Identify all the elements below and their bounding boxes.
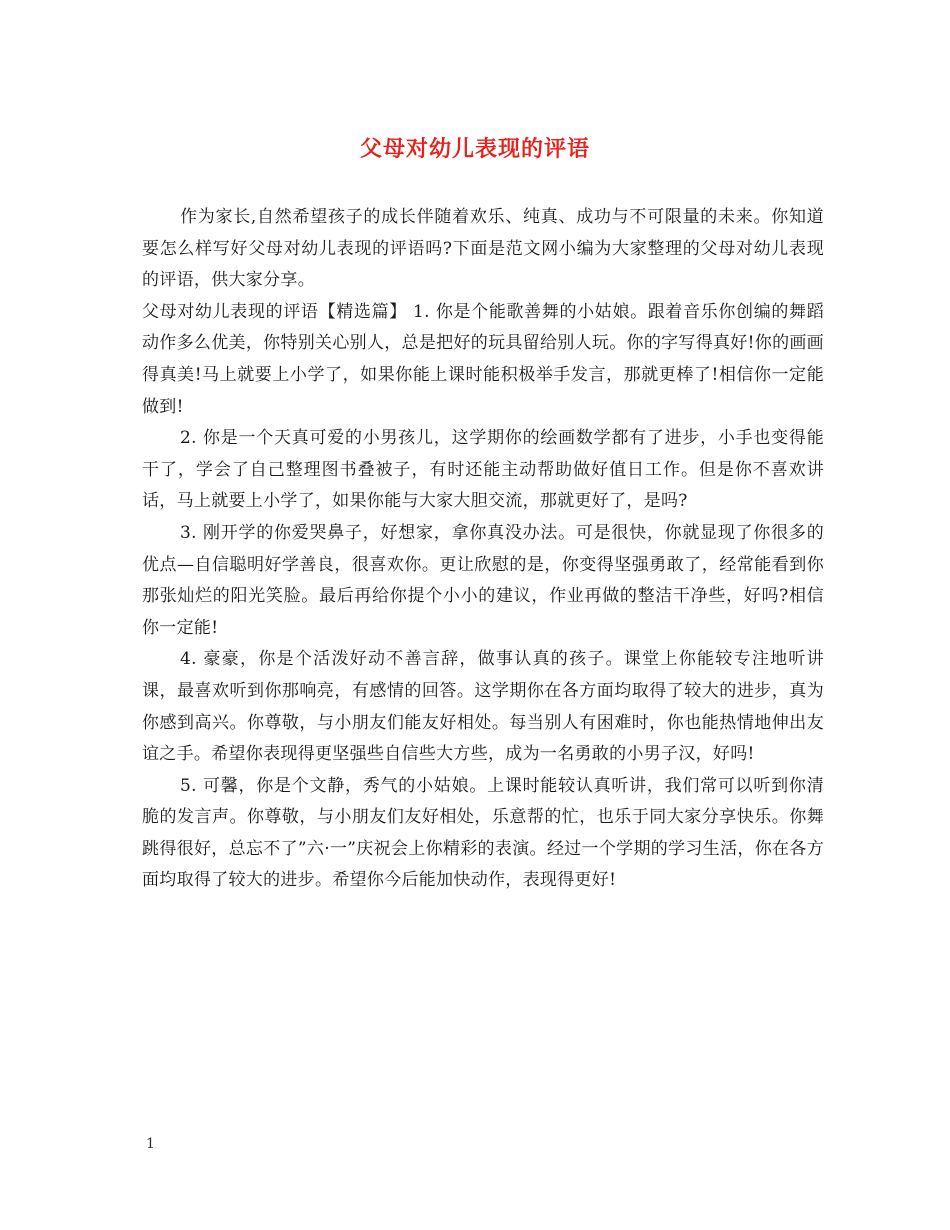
- intro-paragraph: 作为家长,自然希望孩子的成长伴随着欢乐、纯真、成功与不可限量的未来。你知道要怎么样写好父母对幼儿表现的评语吗?下面是范文网小编为大家整理的父母对幼儿表现的评语，供大家分享。: [142, 207, 824, 291]
- section-heading: 父母对幼儿表现的评语【精选篇】: [142, 301, 407, 322]
- section-paragraph: [142, 297, 824, 423]
- page-number: 1: [146, 1136, 155, 1152]
- comment-item-1: 1. 你是个能歌善舞的小姑娘。跟着音乐你创编的舞蹈动作多么优美，你特别关心别人，总是把好的玩具留给别人玩。你的字写得真好!你的画画得真美!马上就要上小学了，如果你能上课时能积极举手发言，那就更棒了!相信你一定能做到!: [142, 301, 824, 417]
- comment-item-2: 2. 你是一个天真可爱的小男孩儿，这学期你的绘画数学都有了进步，小手也变得能干了，学会了自己整理图书叠被子，有时还能主动帮助做好值日工作。但是你不喜欢讲话，马上就要上小学了，如果你能与大家大胆交流，那就更好了，是吗?: [142, 428, 824, 512]
- comment-item-4: 4. 豪豪，你是个活泼好动不善言辞，做事认真的孩子。课堂上你能较专注地听讲课，最喜欢听到你那响亮，有感情的回答。这学期你在各方面均取得了较大的进步，真为你感到高兴。你尊敬，与小朋友们能友好相处。每当别人有困难时，你也能热情地伸出友谊之手。希望你表现得更坚强些自信些大方些，成为一名勇敢的小男子汉，好吗!: [142, 649, 824, 765]
- comment-item-5: 5. 可馨，你是个文静，秀气的小姑娘。上课时能较认真听讲，我们常可以听到你清脆的发言声。你尊敬，与小朋友们友好相处，乐意帮的忙，也乐于同大家分享快乐。你舞跳得很好，总忘不了”六·一”庆祝会上你精彩的表演。经过一个学期的学习生活，你在各方面均取得了较大的进步。希望你今后能加快动作，表现得更好!: [142, 775, 824, 891]
- document-title: 父母对幼儿表现的评语: [359, 136, 590, 162]
- document-body: [142, 202, 824, 897]
- comment-item-3: 3. 刚开学的你爱哭鼻子，好想家，拿你真没办法。可是很快，你就显现了你很多的优点—自信聪明好学善良，很喜欢你。更让欣慰的是，你变得坚强勇敢了，经常能看到你那张灿烂的阳光笑脸。最后再给你提个小小的建议，作业再做的整洁干净些，好吗?相信你一定能!: [142, 522, 824, 638]
